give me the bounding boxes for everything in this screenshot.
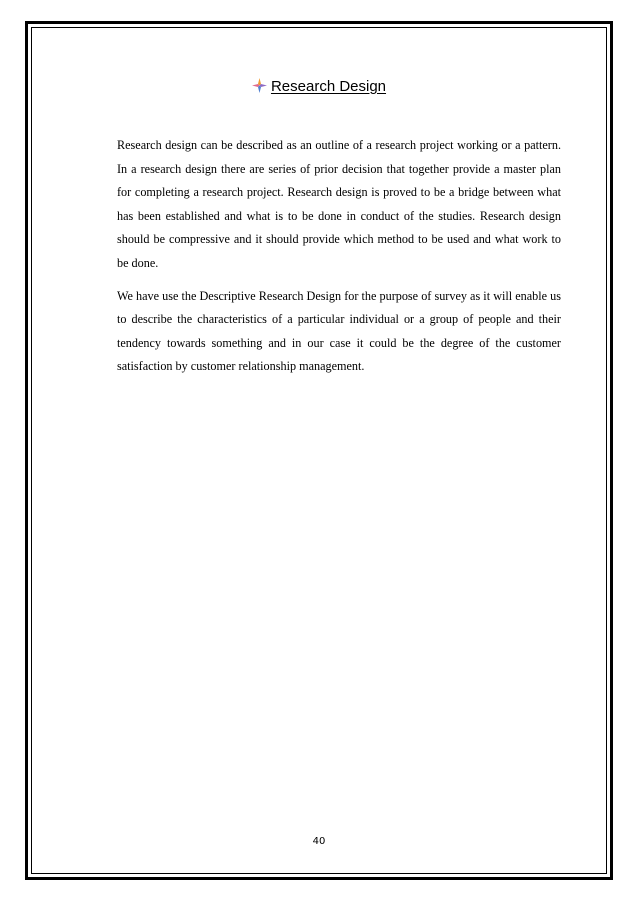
body-text [117,134,561,388]
page-number: 40 [312,836,326,847]
paragraph-2: We have use the Descriptive Research Design for the purpose of survey as it will enable us to describe the characteristics of a particular individual or a group of people and their tendency towards something and in our case it could be the degree of the customer satisfaction by customer relationship management. [117,288,561,374]
four-point-star-bullet-icon [252,78,267,97]
paragraph-1: Research design can be described as an outline of a research project working or a pattern. In a research design there are series of prior decision that together provide a master plan for completing a research project. Research design is proved to be a bridge between what has been established and what is to be done in conduct of the studies. Research design should be compressive and it should provide which method to be used and what work to be done. [117,138,561,270]
section-heading [0,78,638,97]
section-heading-text: Research Design [270,78,387,95]
